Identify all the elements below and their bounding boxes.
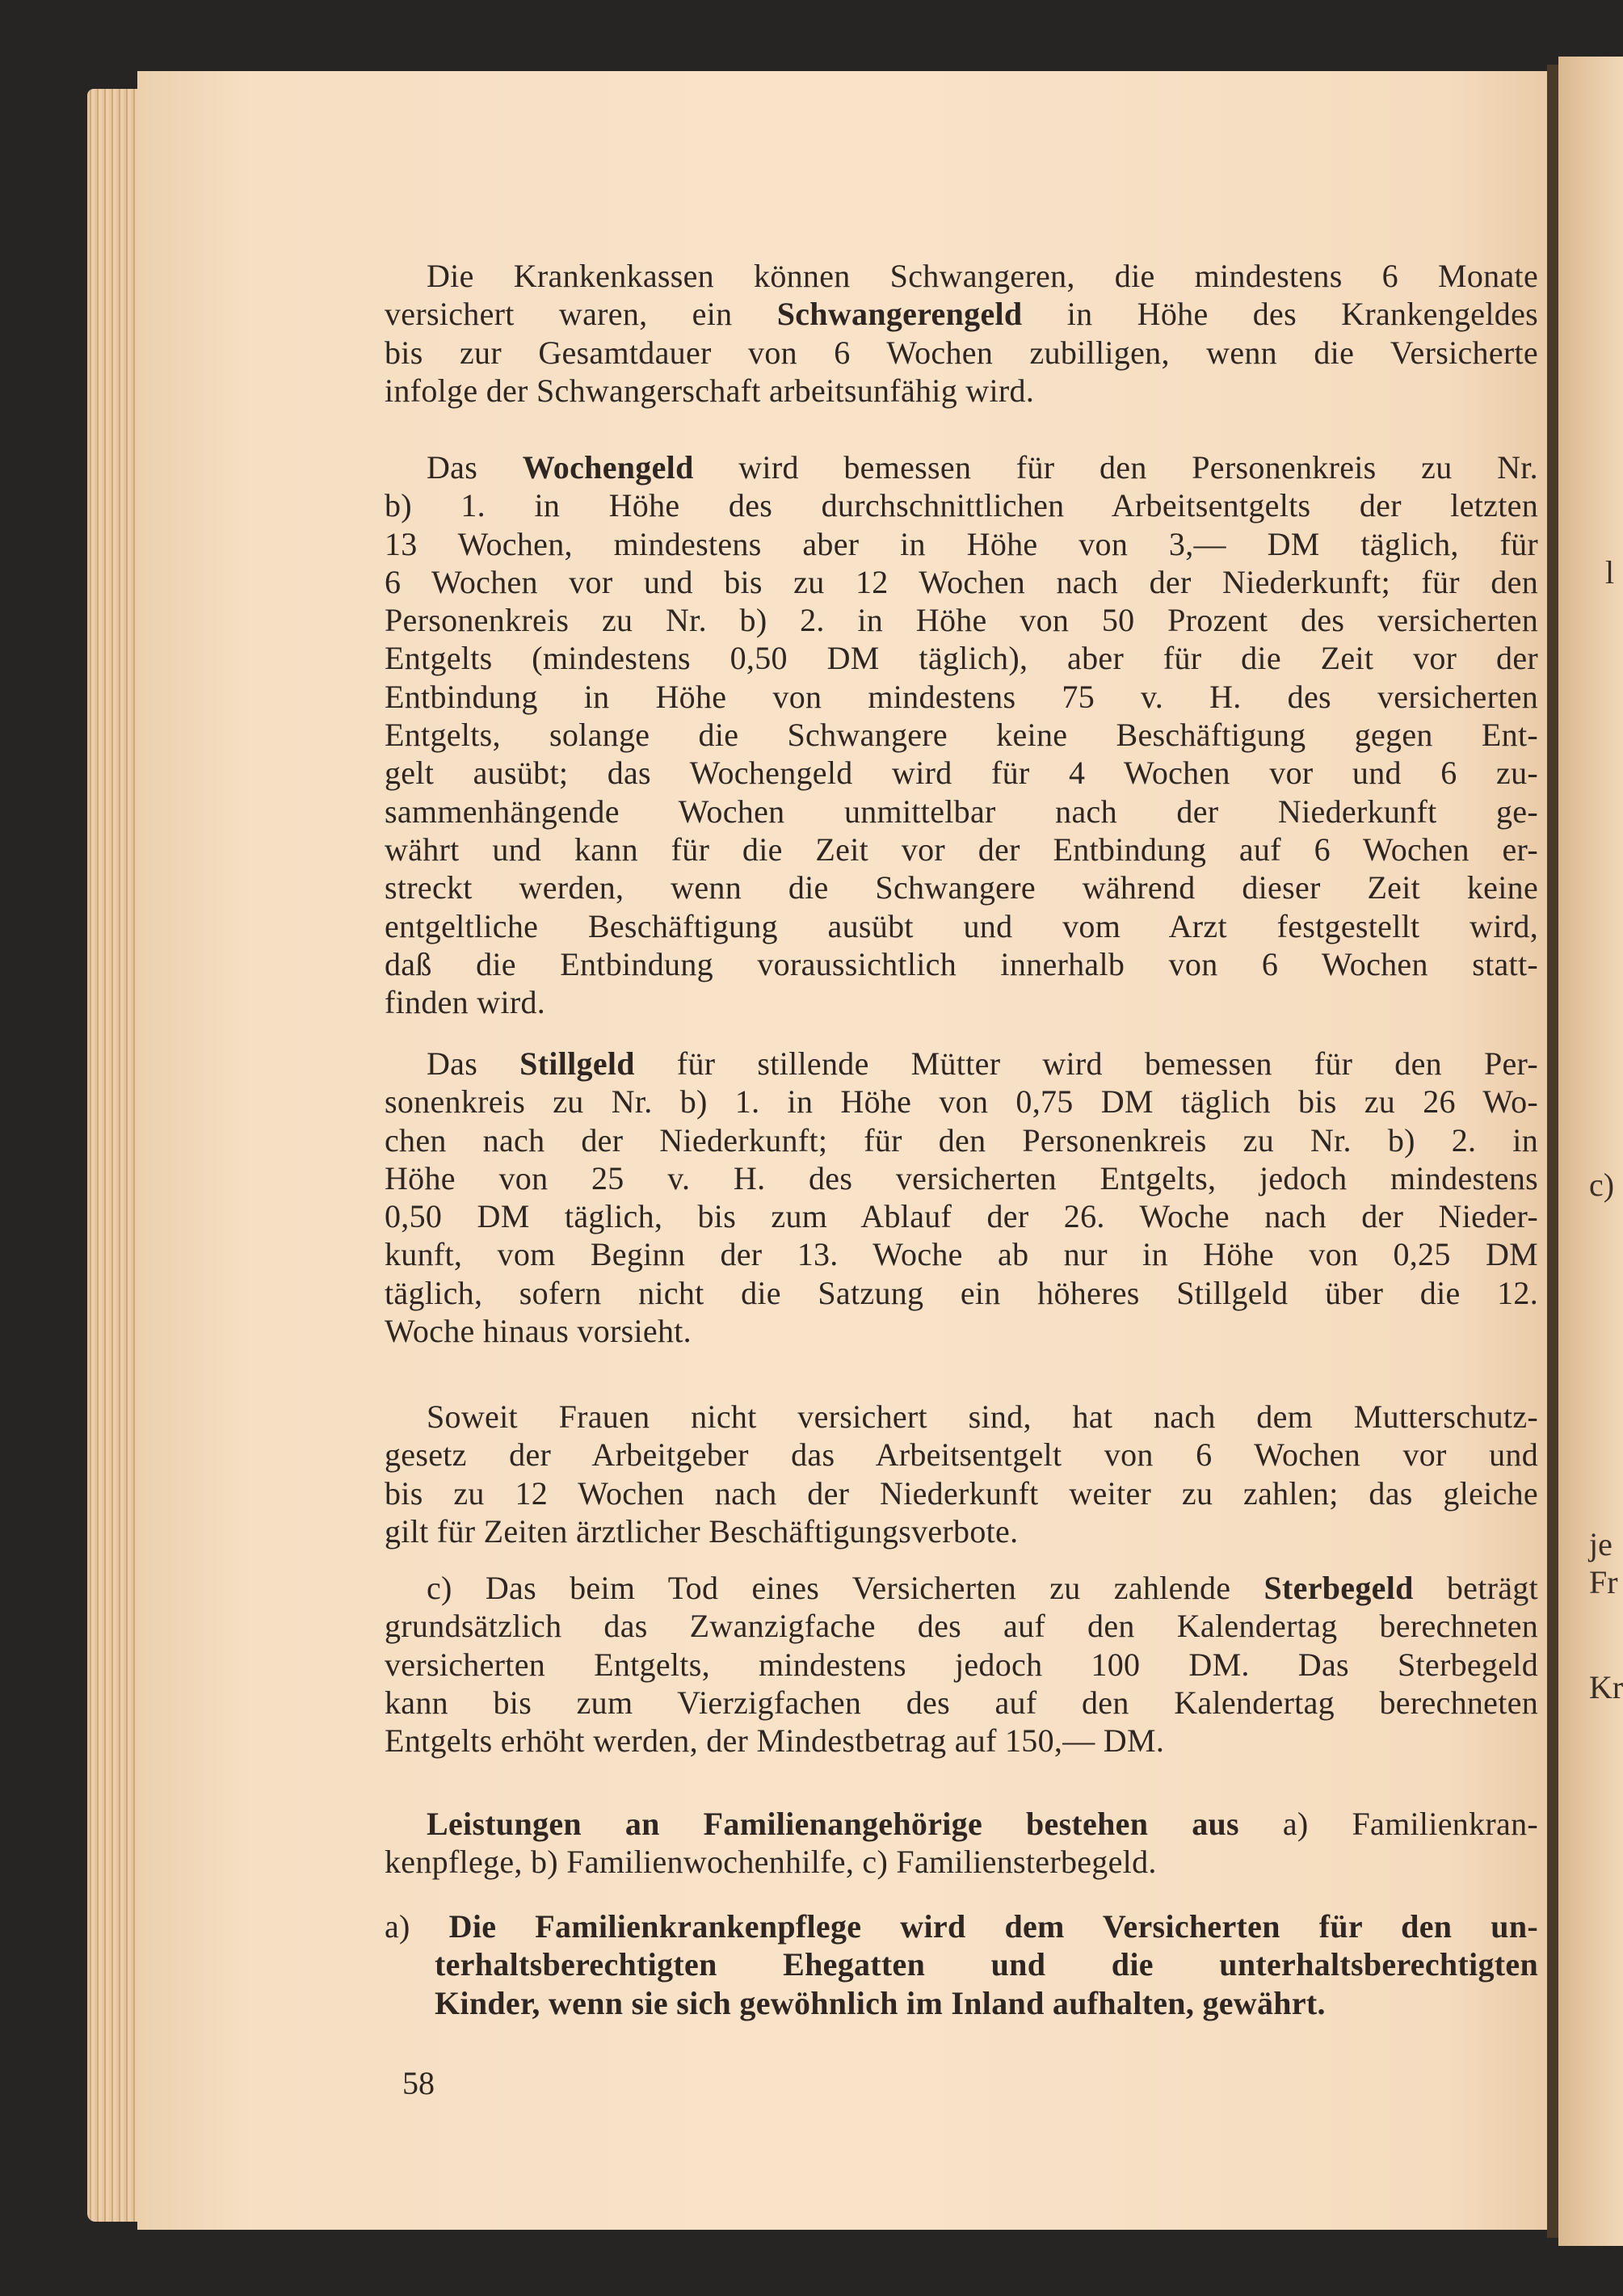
text-line: sonenkreis zu Nr. b) 1. in Höhe von 0,75 DM täglich bis zu 26 Wo- bbox=[385, 1083, 1538, 1121]
text-line: Die Krankenkassen können Schwangeren, die mindestens 6 Monate bbox=[427, 258, 1538, 294]
text-line: sammenhängende Wochen unmittelbar nach der Niederkunft ge- bbox=[385, 793, 1538, 830]
text-segment: Das bbox=[427, 449, 523, 486]
text-segment: wird bemessen für den Personenkreis zu Nr. bbox=[693, 449, 1538, 486]
bold-term: Stillgeld bbox=[519, 1045, 635, 1082]
text-line: finden wird. bbox=[385, 984, 546, 1021]
text-line: gelt ausübt; das Wochengeld wird für 4 Wochen vor und 6 zu- bbox=[385, 755, 1538, 792]
text-line: 13 Wochen, mindestens aber in Höhe von 3,— DM täglich, für bbox=[385, 525, 1538, 562]
next-page-strip bbox=[1558, 57, 1623, 2246]
page-number: 58 bbox=[402, 2065, 435, 2101]
text-line: 0,50 DM täglich, bis zum Ablauf der 26. Woche nach der Nieder- bbox=[385, 1198, 1538, 1235]
text-segment: in Höhe des Krankengeldes bbox=[1022, 296, 1538, 333]
text-line: Entbindung in Höhe von mindestens 75 v. H. des versicherten bbox=[385, 678, 1538, 715]
text-line: Soweit Frauen nicht versichert sind, hat nach dem Mutterschutz- bbox=[427, 1398, 1538, 1435]
text-segment: beträgt bbox=[1413, 1570, 1538, 1606]
paragraph-mutterschutz bbox=[385, 1398, 1538, 1550]
text-line: versicherten Entgelts, mindestens jedoch 100 DM. Das Sterbegeld bbox=[385, 1646, 1538, 1683]
text-line bbox=[385, 1569, 1538, 1607]
text-line: kunft, vom Beginn der 13. Woche ab nur in Höhe von 0,25 DM bbox=[385, 1236, 1538, 1273]
text-line: Woche hinaus vorsieht. bbox=[385, 1313, 692, 1350]
next-page-fragment: l bbox=[1605, 554, 1615, 591]
next-page-fragment: c) bbox=[1589, 1167, 1615, 1203]
bold-term: Die Familienkrankenpflege wird dem Versicherten für den un- bbox=[448, 1908, 1538, 1945]
text-segment: a) bbox=[385, 1908, 449, 1945]
text-line: währt und kann für die Zeit vor der Entbindung auf 6 Wochen er- bbox=[385, 831, 1538, 868]
text-segment: c) Das beim Tod eines Versicherten zu zahlende bbox=[427, 1570, 1264, 1606]
bold-term: Wochengeld bbox=[522, 449, 694, 486]
text-line bbox=[385, 1907, 1538, 1945]
text-line bbox=[385, 1945, 1538, 1983]
text-line: chen nach der Niederkunft; für den Personenkreis zu Nr. b) 2. in bbox=[385, 1121, 1538, 1159]
text-line: grundsätzlich das Zwanzigfache des auf den Kalendertag berechneten bbox=[385, 1608, 1538, 1645]
text-line: Personenkreis zu Nr. b) 2. in Höhe von 50 Prozent des versicherten bbox=[385, 602, 1538, 639]
text-line bbox=[385, 295, 1538, 333]
text-line: infolge der Schwangerschaft arbeitsunfähig wird. bbox=[385, 372, 1035, 409]
text-line: Entgelts (mindestens 0,50 DM täglich), aber für die Zeit vor der bbox=[385, 640, 1538, 677]
text-line: entgeltliche Beschäftigung ausübt und vom Arzt festgestellt wird, bbox=[385, 907, 1538, 944]
text-line bbox=[385, 1045, 1538, 1083]
paragraph-familienkrankenpflege bbox=[385, 1907, 1538, 2022]
text-line bbox=[385, 448, 1538, 486]
text-segment: a) Familienkran- bbox=[1238, 1806, 1538, 1842]
paragraph-stillgeld bbox=[385, 1045, 1538, 1350]
text-segment: Das bbox=[427, 1045, 520, 1082]
text-line: Höhe von 25 v. H. des versicherten Entgelts, jedoch mindestens bbox=[385, 1159, 1538, 1196]
bold-term: Kinder, wenn sie sich gewöhnlich im Inland aufhalten, gewährt. bbox=[435, 1984, 1326, 2021]
text-line: bis zur Gesamtdauer von 6 Wochen zubilligen, wenn die Versicherte bbox=[385, 334, 1538, 371]
text-line: Entgelts, solange die Schwangere keine Beschäftigung gegen Ent- bbox=[385, 717, 1538, 754]
text-segment: für stillende Mütter wird bemessen für den Per- bbox=[634, 1045, 1538, 1082]
text-line: 6 Wochen vor und bis zu 12 Wochen nach der Niederkunft; für den bbox=[385, 563, 1538, 600]
text-line: streckt werden, wenn die Schwangere während dieser Zeit keine bbox=[385, 869, 1538, 906]
paragraph-sterbegeld bbox=[385, 1569, 1538, 1760]
text-segment: versichert waren, ein bbox=[385, 296, 777, 333]
text-line: bis zu 12 Wochen nach der Niederkunft weiter zu zahlen; das gleiche bbox=[385, 1474, 1538, 1512]
text-line: Entgelts erhöht werden, der Mindestbetrag auf 150,— DM. bbox=[385, 1722, 1165, 1760]
book-gutter bbox=[1547, 65, 1558, 2238]
bold-term: Leistungen an Familienangehörige bestehen aus bbox=[427, 1806, 1239, 1842]
text-line: kenpflege, b) Familienwochenhilfe, c) Familiensterbegeld. bbox=[385, 1844, 1157, 1881]
next-page-fragment: Kr bbox=[1589, 1669, 1623, 1705]
paragraph-schwangerengeld bbox=[385, 257, 1538, 410]
text-line: gilt für Zeiten ärztlicher Beschäftigungsverbote. bbox=[385, 1512, 1019, 1550]
bold-term: Sterbegeld bbox=[1264, 1570, 1414, 1606]
next-page-fragment: Fr bbox=[1589, 1564, 1618, 1600]
bold-term: terhaltsberechtigten Ehegatten und die unterhaltsberechtigten bbox=[435, 1946, 1538, 1983]
text-line: täglich, sofern nicht die Satzung ein höheres Stillgeld über die 12. bbox=[385, 1274, 1538, 1311]
text-line: b) 1. in Höhe des durchschnittlichen Arbeitsentgelts der letzten bbox=[385, 487, 1538, 524]
paragraph-familienangehoerige bbox=[385, 1805, 1538, 1882]
paragraph-wochengeld bbox=[385, 448, 1538, 1021]
next-page-fragment: je bbox=[1589, 1526, 1612, 1562]
text-line: gesetz der Arbeitgeber das Arbeitsentgelt von 6 Wochen vor und bbox=[385, 1436, 1538, 1474]
text-line: daß die Entbindung voraussichtlich innerhalb von 6 Wochen statt- bbox=[385, 945, 1538, 982]
text-line bbox=[385, 1805, 1538, 1843]
bold-term: Schwangerengeld bbox=[776, 296, 1023, 333]
text-line bbox=[385, 1984, 1538, 2022]
text-line: kann bis zum Vierzigfachen des auf den Kalendertag berechneten bbox=[385, 1684, 1538, 1721]
